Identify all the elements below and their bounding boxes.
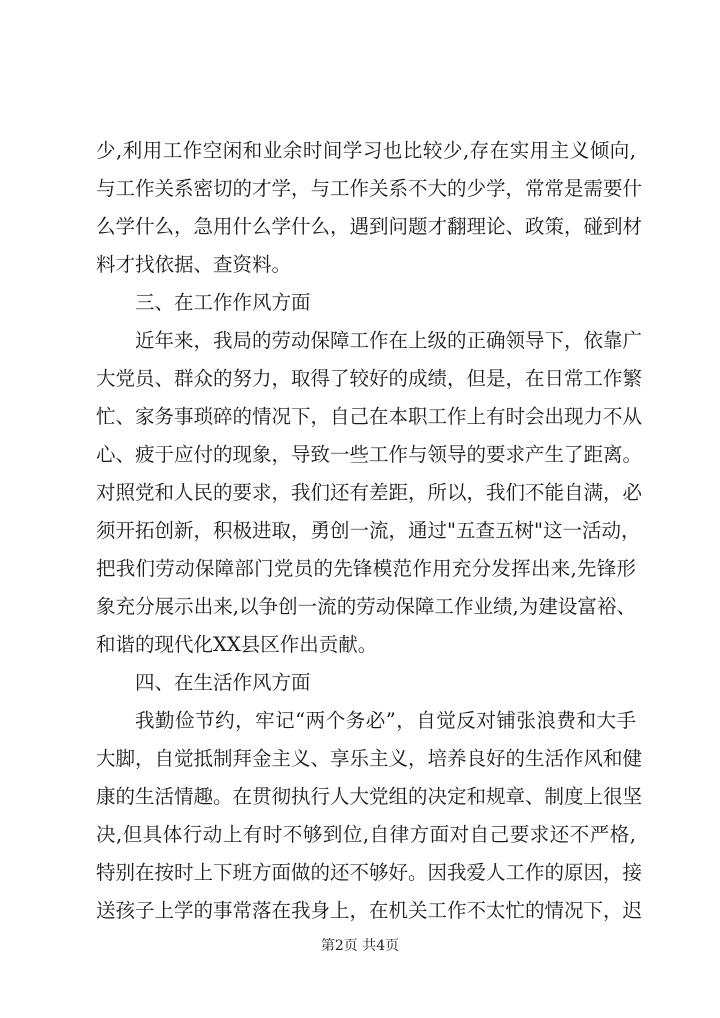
text-line: 康的生活情趣。在贯彻执行人大党组的决定和规章、制度上很坚	[96, 785, 643, 808]
text-line: 料才找依据、查资料。	[96, 253, 292, 276]
text-line: 与工作关系密切的才学，与工作关系不大的少学，常常是需要什	[96, 177, 643, 200]
text-line: 象充分展示出来,以争创一流的劳动保障工作业绩,为建设富裕、	[96, 595, 636, 618]
text-line: 决,但具体行动上有时不够到位,自律方面对自己要求还不严格,	[96, 823, 636, 846]
text-line: 么学什么，急用什么学什么，遇到问题才翻理论、政策，碰到材	[96, 215, 643, 238]
text-line: 近年来，我局的劳动保障工作在上级的正确领导下，依靠广	[135, 329, 643, 352]
section-heading: 四、在生活作风方面	[135, 671, 311, 694]
text-line: 对照党和人民的要求，我们还有差距，所以，我们不能自满，必	[96, 481, 643, 504]
text-line: 把我们劳动保障部门党员的先锋模范作用充分发挥出来,先锋形	[96, 557, 636, 580]
text-line: 特别在按时上下班方面做的还不够好。因我爱人工作的原因，接	[96, 861, 643, 884]
text-line: 和谐的现代化XX县区作出贡献。	[96, 633, 378, 656]
section-heading: 三、在工作作风方面	[135, 291, 311, 314]
text-line: 须开拓创新，积极进取，勇创一流，通过"五查五树"这一活动，	[96, 519, 641, 542]
text-line: 心、疲于应付的现象，导致一些工作与领导的要求产生了距离。	[96, 443, 643, 466]
text-line: 大党员、群众的努力，取得了较好的成绩，但是，在日常工作繁	[96, 367, 643, 390]
text-line: 少,利用工作空闲和业余时间学习也比较少,存在实用主义倾向,	[96, 139, 636, 162]
text-line: 我勤俭节约，牢记“两个务必”，自觉反对铺张浪费和大手	[135, 709, 636, 732]
text-line: 送孩子上学的事常落在我身上，在机关工作不太忙的情况下，迟	[96, 899, 643, 922]
text-line: 忙、家务事琐碎的情况下，自己在本职工作上有时会出现力不从	[96, 405, 643, 428]
page-number-footer: 第2页 共4页	[320, 938, 400, 954]
text-line: 大脚，自觉抵制拜金主义、享乐主义，培养良好的生活作风和健	[96, 747, 643, 770]
